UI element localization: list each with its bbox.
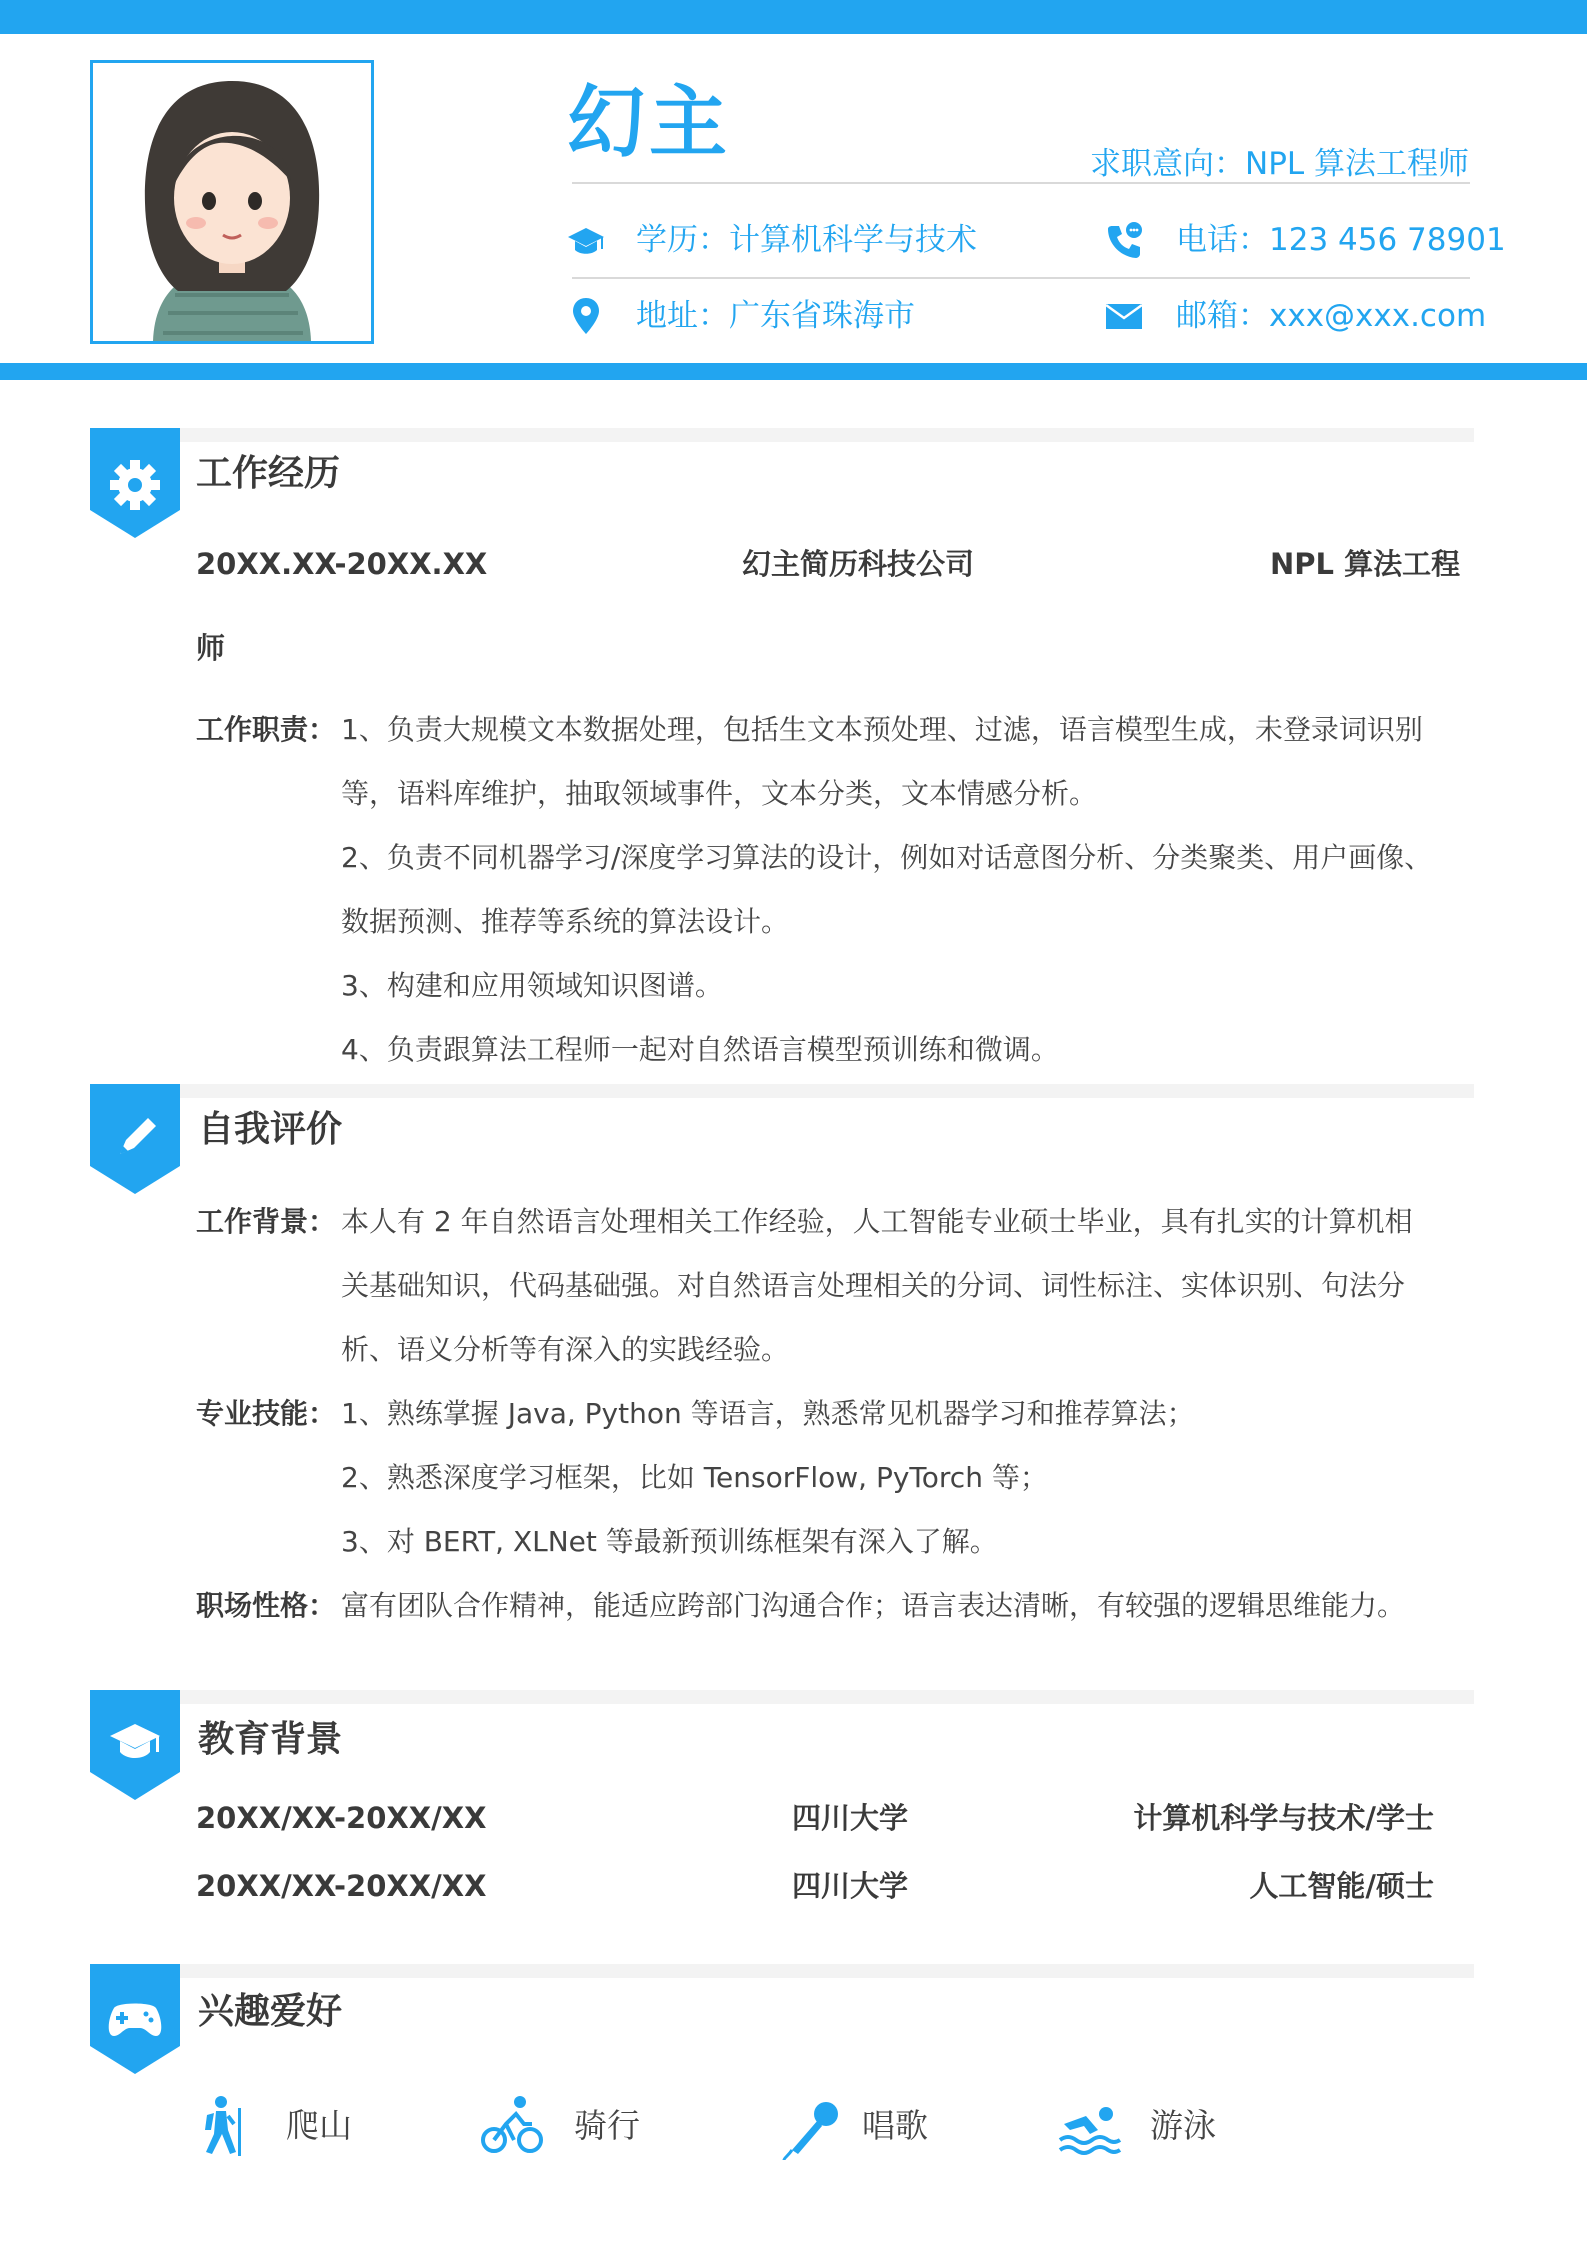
section-bar-self (90, 1084, 1474, 1098)
edu-school: 四川大学 (792, 1801, 909, 1835)
education-info: 学历：计算机科学与技术 (636, 222, 977, 258)
duty-line: 1、负责大规模文本数据处理，包括生文本预处理、过滤，语言模型生成，未登录词识别 (341, 713, 1423, 746)
section-bar-work (90, 428, 1474, 442)
hobby-label: 唱歌 (862, 2106, 928, 2145)
skill-line: 1、熟练掌握 Java, Python 等语言，熟悉常见机器学习和推荐算法； (341, 1397, 1195, 1430)
work-company: 幻主简历科技公司 (742, 547, 975, 581)
character-line: 富有团队合作精神，能适应跨部门沟通合作；语言表达清晰，有较强的逻辑思维能力。 (341, 1589, 1406, 1622)
edu-period: 20XX/XX-20XX/XX (196, 1801, 487, 1835)
job-intent: 求职意向：NPL 算法工程师 (1090, 146, 1470, 182)
work-period: 20XX.XX-20XX.XX (196, 547, 488, 581)
background-line: 关基础知识，代码基础强。对自然语言处理相关的分词、词性标注、实体识别、句法分 (341, 1269, 1406, 1302)
avatar (90, 60, 374, 344)
hobby-label: 骑行 (574, 2106, 640, 2145)
skills-label: 专业技能： (196, 1397, 337, 1430)
skill-line: 2、熟悉深度学习框架，比如 TensorFlow, PyTorch 等； (341, 1461, 1048, 1494)
avatar-illustration (93, 63, 371, 341)
background-label: 工作背景： (196, 1205, 337, 1238)
graduation-cap-icon (566, 222, 606, 262)
section-title-work: 工作经历 (196, 453, 341, 494)
background-line: 析、语义分析等有深入的实践经验。 (341, 1333, 790, 1366)
hobby-label: 爬山 (286, 2106, 352, 2145)
hobby-label: 游泳 (1150, 2106, 1216, 2145)
edu-major: 人工智能/硕士 (1249, 1869, 1434, 1903)
microphone-icon (780, 2098, 844, 2162)
header-bottom-bar (0, 363, 1587, 380)
work-position-wrap: 师 (196, 631, 226, 665)
location-pin-icon (566, 296, 606, 336)
section-badge-education (90, 1690, 180, 1800)
cycling-icon (480, 2094, 544, 2158)
hiking-icon (194, 2094, 258, 2158)
header-divider (572, 182, 1470, 184)
duty-line: 4、负责跟算法工程师一起对自然语言模型预训练和微调。 (341, 1033, 1059, 1066)
background-line: 本人有 2 年自然语言处理相关工作经验，人工智能专业硕士毕业，具有扎实的计算机相 (341, 1205, 1413, 1238)
info-divider (572, 277, 1470, 279)
work-position: NPL 算法工程 (1270, 547, 1461, 581)
top-accent-bar (0, 0, 1587, 34)
email-icon (1104, 296, 1144, 336)
skill-line: 3、对 BERT, XLNet 等最新预训练框架有深入了解。 (341, 1525, 998, 1558)
duty-line: 等，语料库维护，抽取领域事件，文本分类，文本情感分析。 (341, 777, 1098, 810)
section-bar-hobbies (90, 1964, 1474, 1978)
duty-line: 数据预测、推荐等系统的算法设计。 (341, 905, 790, 938)
phone-info: 电话：123 456 78901 (1176, 222, 1506, 258)
section-title-self: 自我评价 (198, 1109, 343, 1150)
email-info: 邮箱：xxx@xxx.com (1176, 298, 1487, 334)
phone-icon (1104, 220, 1144, 260)
character-label: 职场性格： (196, 1589, 337, 1622)
section-bar-education (90, 1690, 1474, 1704)
duty-label: 工作职责： (196, 713, 337, 746)
edu-major: 计算机科学与技术/学士 (1133, 1801, 1434, 1835)
gear-icon (110, 460, 160, 510)
duty-line: 3、构建和应用领域知识图谱。 (341, 969, 723, 1002)
edu-period: 20XX/XX-20XX/XX (196, 1869, 487, 1903)
address-info: 地址：广东省珠海市 (636, 298, 915, 334)
duty-line: 2、负责不同机器学习/深度学习算法的设计，例如对话意图分析、分类聚类、用户画像、 (341, 841, 1433, 874)
section-badge-hobbies (90, 1964, 180, 2074)
swimming-icon (1058, 2094, 1122, 2158)
section-badge-work (90, 428, 180, 538)
edu-school: 四川大学 (792, 1869, 909, 1903)
section-badge-self (90, 1084, 180, 1194)
candidate-name: 幻主 (567, 78, 732, 168)
section-title-hobbies: 兴趣爱好 (198, 1991, 343, 2032)
section-title-education: 教育背景 (198, 1719, 343, 1760)
